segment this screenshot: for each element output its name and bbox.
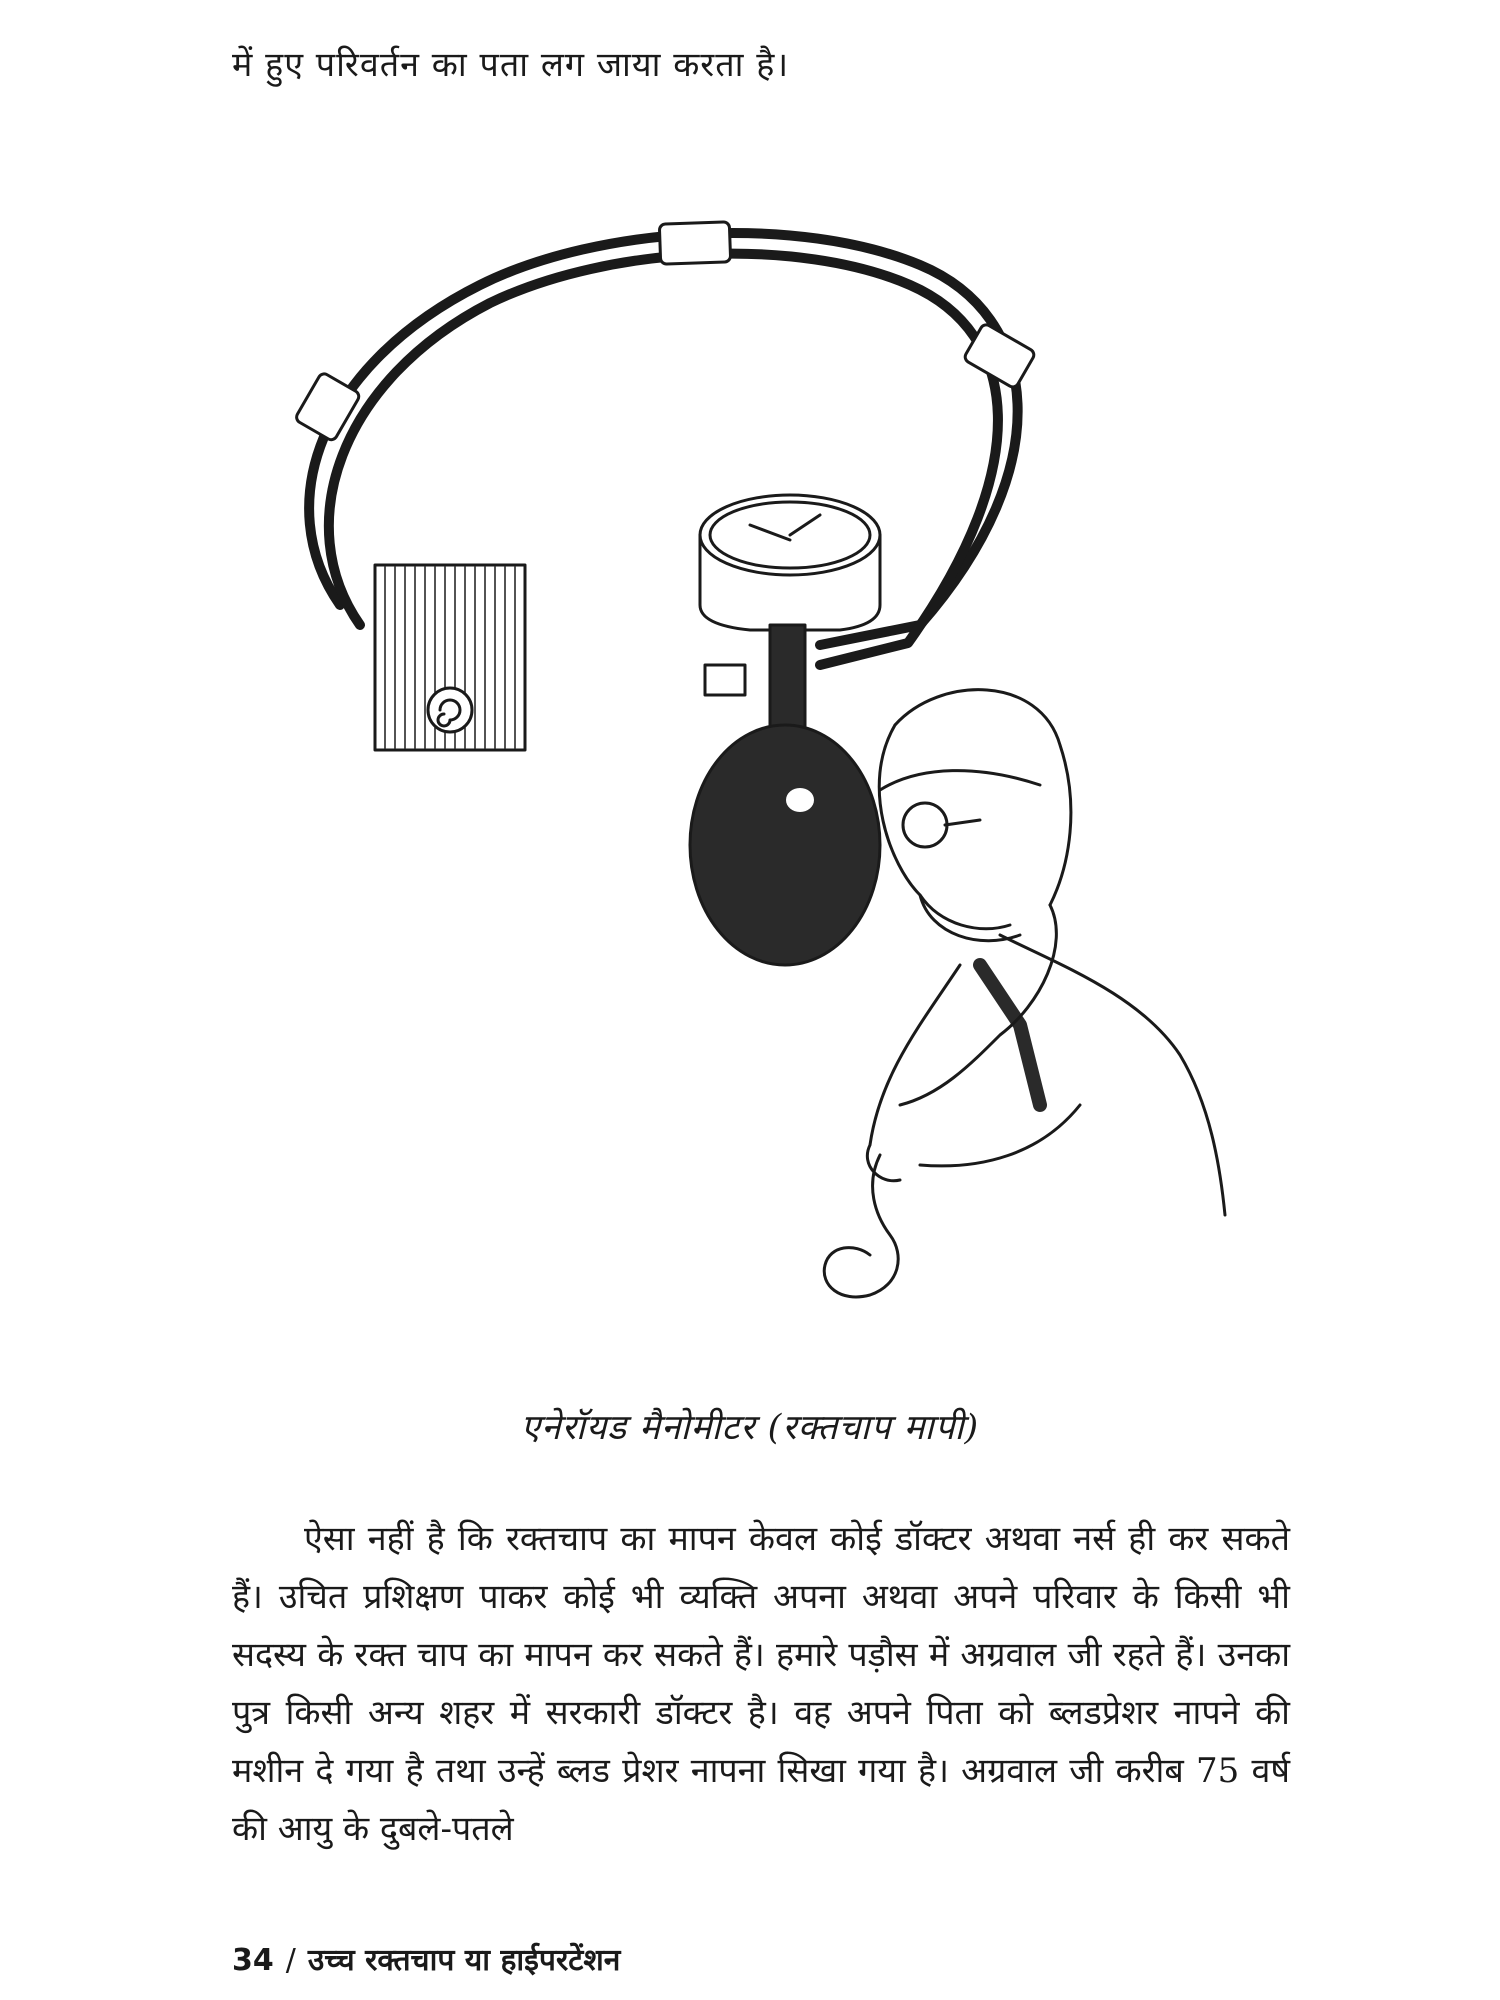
running-book-title: उच्च रक्तचाप या हाईपरटेंशन xyxy=(307,1943,621,1978)
pressure-gauge xyxy=(700,495,880,630)
figure-caption: एनेरॉयड मैनोमीटर (रक्तचाप मापी) xyxy=(520,1408,980,1448)
body-paragraph xyxy=(232,1510,1290,1858)
page-number: 34 xyxy=(232,1943,274,1978)
footer-separator: / xyxy=(285,1943,296,1978)
aneroid-manometer-illustration xyxy=(280,205,1260,1335)
continued-text-line: में हुए परिवर्तन का पता लग जाया करता है। xyxy=(232,45,790,85)
page-footer xyxy=(232,1938,620,1979)
paragraph-text: ऐसा नहीं है कि रक्तचाप का मापन केवल कोई डॉक्टर अथवा नर्स ही कर सकते हैं। उचित प्रशिक्षण पाकर कोई भी व्यक्ति अपना अथवा अपने परिवार के किसी भी सदस्य के रक्त चाप का मापन कर सकते हैं। हमारे पड़ौस में अग्रवाल जी रहते हैं। उनका पुत्र किसी अन्य शहर में सरकारी डॉक्टर है। वह अपने पिता को ब्लडप्रेशर नापने की मशीन दे गया है तथा उन्हें ब्लड प्रेशर नापना सिखा गया है। अग्रवाल जी करीब 75 वर्ष की आयु के दुबले-पतले xyxy=(232,1519,1290,1849)
inflation-bulb xyxy=(690,625,880,965)
doctor-figure xyxy=(824,690,1225,1297)
cuff xyxy=(375,565,525,750)
